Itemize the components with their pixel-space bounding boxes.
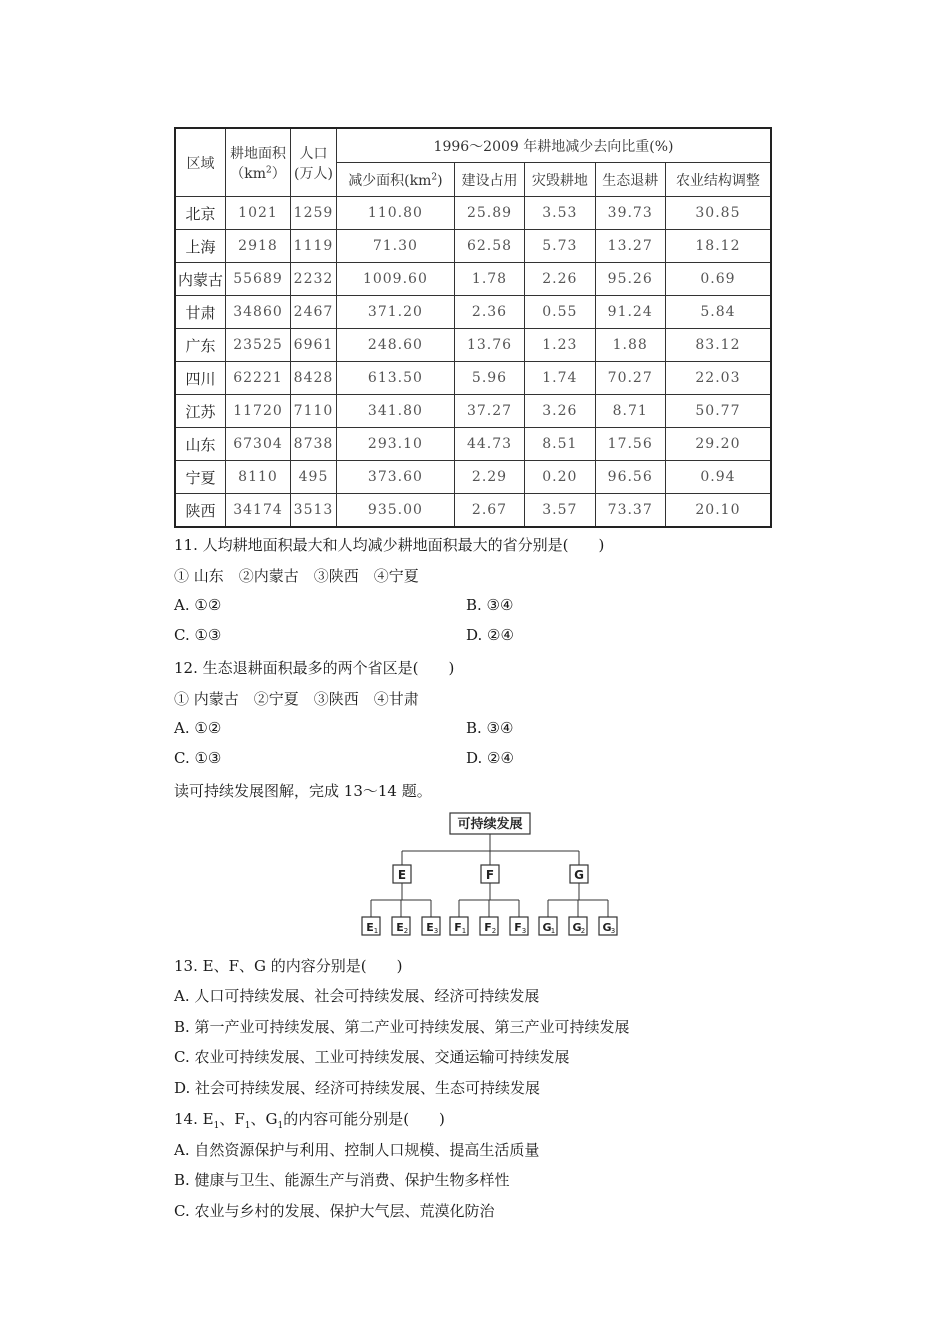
cell-construction: 2.67 — [454, 494, 524, 528]
question-12-items: ① 内蒙古 ②宁夏 ③陕西 ④甘肃 — [174, 690, 419, 708]
cell-ecological: 96.56 — [595, 461, 665, 494]
question-13-option-b[interactable]: B. 第一产业可持续发展、第二产业可持续发展、第三产业可持续发展 — [174, 1018, 630, 1036]
diagram-leaf-e3 — [422, 917, 440, 935]
svg-text:E: E — [397, 868, 407, 882]
diagram-root-node — [450, 813, 530, 834]
question-12-stem: 12. 生态退耕面积最多的两个省区是( ) — [174, 659, 455, 677]
diagram-leaf-f3 — [510, 917, 528, 935]
cell-area: 23525 — [226, 329, 291, 362]
cell-agri-adjust: 5.84 — [665, 296, 771, 329]
svg-text:E: E — [396, 921, 404, 934]
svg-text:1: 1 — [373, 927, 379, 935]
cell-disaster: 0.55 — [525, 296, 595, 329]
header-population: 人口 (万人) — [291, 128, 337, 197]
cell-area: 1021 — [226, 197, 291, 230]
table-row — [175, 428, 771, 461]
cell-population: 2232 — [291, 263, 337, 296]
question-12-option-b[interactable]: B. ③④ — [466, 719, 514, 737]
diagram-leaf-e1 — [362, 917, 380, 935]
diagram-node-e — [393, 865, 411, 883]
cell-ecological: 95.26 — [595, 263, 665, 296]
farmland-table — [174, 127, 772, 528]
cell-construction: 62.58 — [454, 230, 524, 263]
cell-region: 宁夏 — [175, 461, 226, 494]
cell-population: 1119 — [291, 230, 337, 263]
cell-ecological: 91.24 — [595, 296, 665, 329]
cell-disaster: 1.74 — [525, 362, 595, 395]
svg-text:1: 1 — [550, 927, 556, 935]
cell-agri-adjust: 29.20 — [665, 428, 771, 461]
cell-reduced-area: 110.80 — [337, 197, 455, 230]
cell-area: 67304 — [226, 428, 291, 461]
cell-construction: 2.36 — [454, 296, 524, 329]
cell-population: 7110 — [291, 395, 337, 428]
svg-text:3: 3 — [610, 927, 616, 935]
svg-text:2: 2 — [491, 927, 497, 935]
question-13-option-c[interactable]: C. 农业可持续发展、工业可持续发展、交通运输可持续发展 — [174, 1048, 570, 1066]
table-row — [175, 494, 771, 528]
cell-population: 1259 — [291, 197, 337, 230]
cell-reduced-area: 341.80 — [337, 395, 455, 428]
question-11-items: ① 山东 ②内蒙古 ③陕西 ④宁夏 — [174, 567, 419, 585]
cell-ecological: 13.27 — [595, 230, 665, 263]
diagram-node-f — [481, 865, 499, 883]
cell-area: 34174 — [226, 494, 291, 528]
svg-text:可持续发展: 可持续发展 — [457, 817, 523, 832]
cell-ecological: 8.71 — [595, 395, 665, 428]
cell-reduced-area: 248.60 — [337, 329, 455, 362]
svg-text:G: G — [572, 921, 582, 934]
question-12-option-c[interactable]: C. ①③ — [174, 749, 222, 767]
diagram-intro: 读可持续发展图解，完成 13～14 题。 — [174, 782, 432, 800]
cell-agri-adjust: 22.03 — [665, 362, 771, 395]
cell-agri-adjust: 0.94 — [665, 461, 771, 494]
svg-text:F: F — [514, 921, 522, 934]
cell-area: 8110 — [226, 461, 291, 494]
cell-reduced-area: 935.00 — [337, 494, 455, 528]
header-region: 区域 — [175, 128, 226, 197]
diagram-leaf-g1 — [539, 917, 557, 935]
header-construction: 建设占用 — [454, 163, 524, 197]
svg-text:3: 3 — [433, 927, 439, 935]
cell-population: 3513 — [291, 494, 337, 528]
cell-reduced-area: 613.50 — [337, 362, 455, 395]
cell-disaster: 5.73 — [525, 230, 595, 263]
cell-disaster: 3.57 — [525, 494, 595, 528]
diagram-leaf-f1 — [450, 917, 468, 935]
cell-ecological: 17.56 — [595, 428, 665, 461]
cell-agri-adjust: 83.12 — [665, 329, 771, 362]
header-area: 耕地面积 $(km^2)$ — [226, 128, 291, 197]
cell-reduced-area: 371.20 — [337, 296, 455, 329]
cell-disaster: 2.26 — [525, 263, 595, 296]
table-row — [175, 296, 771, 329]
table-row — [175, 230, 771, 263]
cell-ecological: 73.37 — [595, 494, 665, 528]
table-row — [175, 263, 771, 296]
diagram-node-g — [570, 865, 588, 883]
cell-disaster: 8.51 — [525, 428, 595, 461]
diagram-leaf-f2 — [480, 917, 498, 935]
svg-text:G: G — [602, 921, 612, 934]
question-13-option-d[interactable]: D. 社会可持续发展、经济可持续发展、生态可持续发展 — [174, 1079, 541, 1097]
svg-text:E: E — [366, 921, 374, 934]
svg-text:G: G — [574, 868, 584, 882]
cell-population: 8428 — [291, 362, 337, 395]
question-14-option-c[interactable]: C. 农业与乡村的发展、保护大气层、荒漠化防治 — [174, 1202, 495, 1220]
cell-region: 江苏 — [175, 395, 226, 428]
svg-text:2: 2 — [403, 927, 409, 935]
cell-reduced-area: 373.60 — [337, 461, 455, 494]
header-group-decrease: 1996～2009 年耕地减少去向比重(%) — [337, 128, 772, 163]
cell-agri-adjust: 50.77 — [665, 395, 771, 428]
question-14-stem: 14. $E_1$、$F_1$、$G_1$的内容可能分别是( ) — [174, 1110, 445, 1131]
table-row — [175, 362, 771, 395]
question-13-stem: 13. E、F、G 的内容分别是( ) — [174, 957, 403, 975]
cell-ecological: 1.88 — [595, 329, 665, 362]
diagram-leaf-g2 — [569, 917, 587, 935]
question-14-option-a[interactable]: A. 自然资源保护与利用、控制人口规模、提高生活质量 — [174, 1141, 540, 1159]
diagram-leaf-g3 — [599, 917, 617, 935]
cell-construction: 13.76 — [454, 329, 524, 362]
cell-region: 四川 — [175, 362, 226, 395]
cell-agri-adjust: 0.69 — [665, 263, 771, 296]
header-reduced-area: 减少面积$(km^2)$ — [337, 163, 455, 197]
cell-agri-adjust: 18.12 — [665, 230, 771, 263]
table-header-row — [175, 128, 771, 163]
cell-reduced-area: 71.30 — [337, 230, 455, 263]
cell-reduced-area: 293.10 — [337, 428, 455, 461]
svg-text:3: 3 — [521, 927, 527, 935]
cell-disaster: 3.26 — [525, 395, 595, 428]
question-11-option-d[interactable]: D. ②④ — [466, 626, 514, 644]
table-row — [175, 329, 771, 362]
cell-population: 2467 — [291, 296, 337, 329]
question-11-option-b[interactable]: B. ③④ — [466, 596, 514, 614]
cell-population: 8738 — [291, 428, 337, 461]
cell-area: 55689 — [226, 263, 291, 296]
question-11-option-a[interactable]: A. ①② — [174, 596, 222, 614]
svg-text:F: F — [454, 921, 462, 934]
cell-area: 34860 — [226, 296, 291, 329]
table-row — [175, 461, 771, 494]
svg-text:F: F — [485, 868, 495, 882]
cell-region: 陕西 — [175, 494, 226, 528]
cell-construction: 5.96 — [454, 362, 524, 395]
question-14-option-b[interactable]: B. 健康与卫生、能源生产与消费、保护生物多样性 — [174, 1171, 510, 1189]
cell-disaster: 1.23 — [525, 329, 595, 362]
cell-construction: 37.27 — [454, 395, 524, 428]
svg-text:2: 2 — [580, 927, 586, 935]
question-11-stem: 11. 人均耕地面积最大和人均减少耕地面积最大的省分别是( ) — [174, 536, 605, 554]
cell-agri-adjust: 30.85 — [665, 197, 771, 230]
cell-region: 内蒙古 — [175, 263, 226, 296]
question-12-option-d[interactable]: D. ②④ — [466, 749, 514, 767]
cell-disaster: 3.53 — [525, 197, 595, 230]
question-12-option-a[interactable]: A. ①② — [174, 719, 222, 737]
table-row — [175, 395, 771, 428]
header-ecological: 生态退耕 — [595, 163, 665, 197]
cell-ecological: 70.27 — [595, 362, 665, 395]
question-13-option-a[interactable]: A. 人口可持续发展、社会可持续发展、经济可持续发展 — [174, 987, 540, 1005]
svg-text:1: 1 — [461, 927, 467, 935]
svg-text:E: E — [426, 921, 434, 934]
header-agri-adjust: 农业结构调整 — [665, 163, 771, 197]
cell-region: 甘肃 — [175, 296, 226, 329]
cell-region: 北京 — [175, 197, 226, 230]
cell-agri-adjust: 20.10 — [665, 494, 771, 528]
table-body — [175, 197, 771, 528]
cell-area: 2918 — [226, 230, 291, 263]
cell-region: 山东 — [175, 428, 226, 461]
header-disaster: 灾毁耕地 — [525, 163, 595, 197]
diagram-leaf-e2 — [392, 917, 410, 935]
cell-construction: 25.89 — [454, 197, 524, 230]
cell-construction: 1.78 — [454, 263, 524, 296]
cell-reduced-area: 1009.60 — [337, 263, 455, 296]
cell-disaster: 0.20 — [525, 461, 595, 494]
cell-population: 6961 — [291, 329, 337, 362]
cell-ecological: 39.73 — [595, 197, 665, 230]
question-11-option-c[interactable]: C. ①③ — [174, 626, 222, 644]
cell-region: 广东 — [175, 329, 226, 362]
cell-region: 上海 — [175, 230, 226, 263]
svg-text:F: F — [484, 921, 492, 934]
cell-population: 495 — [291, 461, 337, 494]
svg-text:G: G — [542, 921, 552, 934]
sustainable-development-diagram — [355, 810, 625, 940]
cell-area: 62221 — [226, 362, 291, 395]
cell-area: 11720 — [226, 395, 291, 428]
table-row — [175, 197, 771, 230]
cell-construction: 44.73 — [454, 428, 524, 461]
cell-construction: 2.29 — [454, 461, 524, 494]
